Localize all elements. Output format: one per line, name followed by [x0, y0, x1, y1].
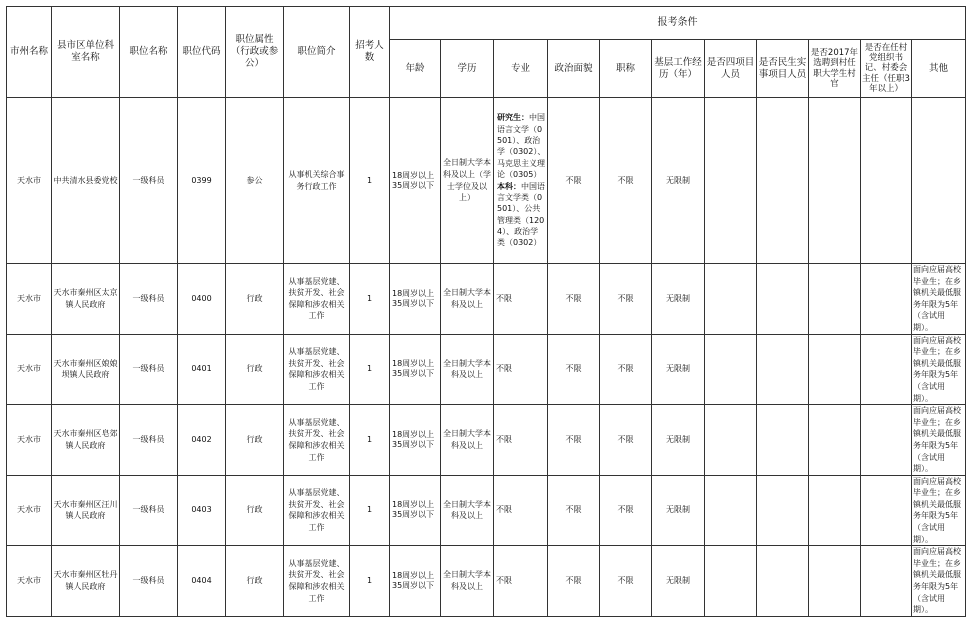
cell-city: 天水市: [7, 334, 52, 405]
cell-position-code: 0399: [178, 98, 226, 264]
cell-title: 不限: [600, 98, 652, 264]
cell-count: 1: [350, 546, 390, 617]
cell-title: 不限: [600, 546, 652, 617]
cell-city: 天水市: [7, 405, 52, 476]
cell-other: 面向应届高校毕业生；在乡镇机关最低服务年限为5年（含试用期）。: [912, 405, 966, 476]
cell-experience: 无限制: [652, 264, 705, 335]
cell-attribute: 行政: [226, 546, 284, 617]
cell-education: 全日制大学本科及以上: [441, 334, 494, 405]
cell-major: 不限: [494, 546, 548, 617]
cell-livelihood: [757, 475, 809, 546]
cell-experience: 无限制: [652, 405, 705, 476]
col-header-position-name: 职位名称: [120, 7, 178, 98]
recruitment-sheet: [6, 6, 966, 617]
cell-age: 18周岁以上35周岁以下: [390, 475, 441, 546]
col-header-political: 政治面貌: [548, 40, 600, 98]
cell-intro: 从事基层党建、扶贫开发、社会保障和涉农相关工作: [284, 264, 350, 335]
cell-age: 18周岁以上35周岁以下: [390, 405, 441, 476]
cell-political: 不限: [548, 98, 600, 264]
col-header-four-projects: 是否四项目人员: [705, 40, 757, 98]
cell-four-projects: [705, 98, 757, 264]
cell-village-official: [809, 546, 861, 617]
cell-city: 天水市: [7, 546, 52, 617]
cell-four-projects: [705, 405, 757, 476]
cell-city: 天水市: [7, 475, 52, 546]
col-header-age: 年龄: [390, 40, 441, 98]
table-row: [7, 334, 966, 405]
cell-intro: 从事机关综合事务行政工作: [284, 98, 350, 264]
cell-title: 不限: [600, 475, 652, 546]
cell-count: 1: [350, 334, 390, 405]
cell-position-name: 一级科员: [120, 405, 178, 476]
cell-age: 18周岁以上35周岁以下: [390, 334, 441, 405]
cell-unit: 天水市秦州区太京镇人民政府: [52, 264, 120, 335]
cell-position-name: 一级科员: [120, 264, 178, 335]
cell-village-secretary: [861, 405, 912, 476]
col-header-position-code: 职位代码: [178, 7, 226, 98]
cell-other: 面向应届高校毕业生；在乡镇机关最低服务年限为5年（含试用期）。: [912, 475, 966, 546]
col-header-conditions: 报考条件: [390, 7, 966, 40]
col-header-major: 专业: [494, 40, 548, 98]
cell-age: 18周岁以上35周岁以下: [390, 98, 441, 264]
cell-intro: 从事基层党建、扶贫开发、社会保障和涉农相关工作: [284, 334, 350, 405]
cell-position-code: 0402: [178, 405, 226, 476]
cell-political: 不限: [548, 475, 600, 546]
cell-position-name: 一级科员: [120, 334, 178, 405]
cell-experience: 无限制: [652, 475, 705, 546]
cell-title: 不限: [600, 405, 652, 476]
col-header-unit: 县市区单位科室名称: [52, 7, 120, 98]
cell-education: 全日制大学本科及以上: [441, 546, 494, 617]
cell-education: 全日制大学本科及以上: [441, 475, 494, 546]
cell-city: 天水市: [7, 98, 52, 264]
cell-count: 1: [350, 405, 390, 476]
cell-unit: 天水市秦州区牡丹镇人民政府: [52, 546, 120, 617]
cell-major: 不限: [494, 475, 548, 546]
cell-four-projects: [705, 546, 757, 617]
table-row: [7, 405, 966, 476]
cell-four-projects: [705, 475, 757, 546]
cell-experience: 无限制: [652, 98, 705, 264]
cell-four-projects: [705, 334, 757, 405]
cell-political: 不限: [548, 405, 600, 476]
cell-major: 不限: [494, 264, 548, 335]
cell-unit: 中共清水县委党校: [52, 98, 120, 264]
cell-experience: 无限制: [652, 334, 705, 405]
col-header-experience: 基层工作经历（年）: [652, 40, 705, 98]
cell-political: 不限: [548, 264, 600, 335]
cell-livelihood: [757, 334, 809, 405]
col-header-livelihood: 是否民生实事项目人员: [757, 40, 809, 98]
header-row-top: [7, 7, 966, 40]
cell-village-secretary: [861, 98, 912, 264]
cell-livelihood: [757, 264, 809, 335]
cell-position-name: 一级科员: [120, 475, 178, 546]
cell-major: 不限: [494, 334, 548, 405]
table-row: [7, 546, 966, 617]
cell-age: 18周岁以上35周岁以下: [390, 546, 441, 617]
cell-village-secretary: [861, 264, 912, 335]
table-row: [7, 264, 966, 335]
cell-major: 不限: [494, 405, 548, 476]
cell-village-official: [809, 405, 861, 476]
cell-attribute: 行政: [226, 334, 284, 405]
cell-livelihood: [757, 98, 809, 264]
cell-unit: 天水市秦州区娘娘坝镇人民政府: [52, 334, 120, 405]
cell-count: 1: [350, 264, 390, 335]
cell-livelihood: [757, 546, 809, 617]
cell-education: 全日制大学本科及以上（学士学位及以上）: [441, 98, 494, 264]
col-header-count: 招考人数: [350, 7, 390, 98]
cell-other: 面向应届高校毕业生；在乡镇机关最低服务年限为5年（含试用期）。: [912, 264, 966, 335]
cell-intro: 从事基层党建、扶贫开发、社会保障和涉农相关工作: [284, 405, 350, 476]
cell-other: [912, 98, 966, 264]
cell-political: 不限: [548, 334, 600, 405]
cell-village-secretary: [861, 334, 912, 405]
col-header-education: 学历: [441, 40, 494, 98]
cell-intro: 从事基层党建、扶贫开发、社会保障和涉农相关工作: [284, 475, 350, 546]
col-header-attribute: 职位属性（行政或参公）: [226, 7, 284, 98]
cell-title: 不限: [600, 334, 652, 405]
cell-village-official: [809, 334, 861, 405]
major-grad-label: 研究生：: [497, 113, 529, 123]
cell-title: 不限: [600, 264, 652, 335]
col-header-intro: 职位简介: [284, 7, 350, 98]
cell-attribute: 行政: [226, 475, 284, 546]
cell-city: 天水市: [7, 264, 52, 335]
cell-count: 1: [350, 98, 390, 264]
cell-experience: 无限制: [652, 546, 705, 617]
cell-attribute: 行政: [226, 405, 284, 476]
cell-education: 全日制大学本科及以上: [441, 405, 494, 476]
table-row: [7, 475, 966, 546]
cell-unit: 天水市秦州区汪川镇人民政府: [52, 475, 120, 546]
col-header-village-official: 是否2017年选聘到村任职大学生村官: [809, 40, 861, 98]
cell-intro: 从事基层党建、扶贫开发、社会保障和涉农相关工作: [284, 546, 350, 617]
cell-unit: 天水市秦州区皂郊镇人民政府: [52, 405, 120, 476]
cell-livelihood: [757, 405, 809, 476]
cell-attribute: 行政: [226, 264, 284, 335]
cell-position-code: 0400: [178, 264, 226, 335]
major-grad-text: 中国语言文学（0501）、政治学（0302）、马克思主义理论（0305）: [497, 113, 546, 180]
cell-attribute: 参公: [226, 98, 284, 264]
cell-village-official: [809, 98, 861, 264]
cell-position-name: 一级科员: [120, 98, 178, 264]
col-header-title: 职称: [600, 40, 652, 98]
col-header-city: 市州名称: [7, 7, 52, 98]
cell-village-official: [809, 475, 861, 546]
cell-village-official: [809, 264, 861, 335]
col-header-village-secretary: 是否在任村党组织书记、村委会主任（任职3年以上）: [861, 40, 912, 98]
cell-education: 全日制大学本科及以上: [441, 264, 494, 335]
cell-position-name: 一级科员: [120, 546, 178, 617]
cell-village-secretary: [861, 475, 912, 546]
cell-position-code: 0404: [178, 546, 226, 617]
major-undergrad-label: 本科：: [497, 181, 521, 191]
cell-village-secretary: [861, 546, 912, 617]
col-header-other: 其他: [912, 40, 966, 98]
cell-other: 面向应届高校毕业生；在乡镇机关最低服务年限为5年（含试用期）。: [912, 546, 966, 617]
major-undergrad-text: 中国语言文学类（0501）、公共管理类（1204）、政治学类（0302）: [497, 181, 545, 248]
cell-political: 不限: [548, 546, 600, 617]
cell-count: 1: [350, 475, 390, 546]
table-row: [7, 98, 966, 264]
cell-four-projects: [705, 264, 757, 335]
cell-position-code: 0403: [178, 475, 226, 546]
position-table: [6, 6, 966, 617]
cell-major: [494, 98, 548, 264]
cell-other: 面向应届高校毕业生；在乡镇机关最低服务年限为5年（含试用期）。: [912, 334, 966, 405]
cell-position-code: 0401: [178, 334, 226, 405]
cell-age: 18周岁以上35周岁以下: [390, 264, 441, 335]
